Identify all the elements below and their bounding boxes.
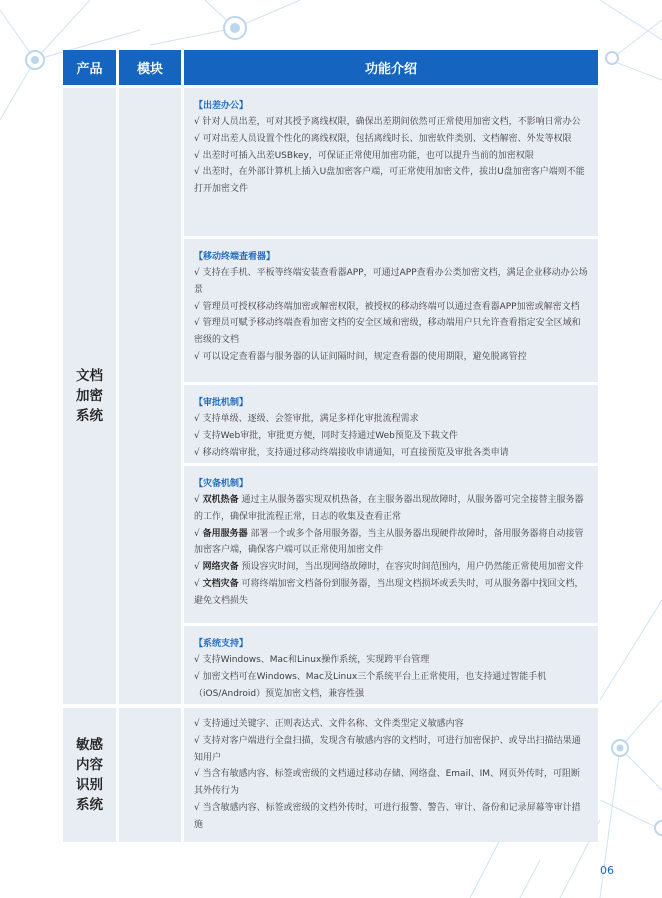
section-approval — [184, 385, 598, 463]
header-product: 产品 — [63, 50, 116, 85]
feature-line: √ 支持在手机、平板等终端安装查看器APP，可通过APP查看办公类加密文档，满足企业移动办公场景 — [194, 268, 588, 295]
product-cell-document-encryption — [63, 88, 116, 704]
section-business-trip — [184, 88, 598, 236]
feature-line: √ 当含敏感内容、标签或密级的文档外传时，可进行报警、警告、审计、备份和记录屏幕等审计措施 — [194, 802, 581, 830]
feature-line: √ 双机热备 通过主从服务器实现双机热备，在主服务器出现故障时，从服务器可完全接替主服务器的工作，确保审批流程正常，日志的收集及查看正常 — [194, 495, 584, 522]
feature-line: √ 可以设定查看器与服务器的认证间隔时间，规定查看器的使用期限，避免脱离管控 — [194, 351, 527, 362]
section-system-support — [184, 626, 598, 704]
module-cell — [119, 88, 181, 704]
feature-text: 预设容灾时间，当出现网络故障时，在容灾时间范围内，用户仍然能正常使用加密文件 — [238, 562, 584, 573]
feature-line: √ 备用服务器 部署一个或多个备用服务器，当主从服务器出现硬件故障时，备用服务器将自动接管加密客户端，确保客户端可以正常使用加密文件 — [194, 528, 584, 556]
feature-line: √ 管理员可授权移动终端加密或解密权限，被授权的移动终端可以通过查看器APP加密或解密文档 — [194, 301, 580, 312]
feature-keyword: 备用服务器 — [202, 528, 248, 539]
feature-line: √ 加密文档可在Windows、Mac及Linux三个系统平台上正常使用，也支持通过智能手机（iOS/Android）预览加密文档，兼容性强 — [194, 671, 547, 699]
section-title: 【系统支持】 — [194, 639, 249, 649]
section-mobile-viewer — [184, 239, 598, 382]
feature-keyword: 网络灾备 — [202, 562, 239, 573]
header-description: 功能介绍 — [184, 50, 598, 85]
section-title: 【灾备机制】 — [194, 479, 249, 489]
feature-line: √ 出差时可插入出差USBkey，可保证正常使用加密功能，也可以提升当前的加密权限 — [194, 150, 534, 161]
section-title: 【出差办公】 — [194, 101, 249, 111]
header-module: 模块 — [119, 50, 181, 85]
feature-line: √ 支持Web审批，审批更方便，同时支持通过Web预览及下载文件 — [194, 430, 458, 441]
product-cell-sensitive-content — [63, 708, 116, 842]
feature-text: 部署一个或多个备用服务器，当主从服务器出现硬件故障时，备用服务器将自动接管加密客户端，确保客户端可以正常使用加密文件 — [194, 528, 584, 556]
feature-line: √ 出差时，在外部计算机上插入U盘加密客户端，可正常使用加密文件，拔出U盘加密客户端则不能打开加密文件 — [194, 167, 585, 195]
feature-line: √ 支持单级、逐级、会签审批，满足多样化审批流程需求 — [194, 414, 419, 424]
feature-line: √ 文档灾备 可将终端加密文档备份到服务器，当出现文档损坏或丢失时，可从服务器中找回文档，避免文档损失 — [194, 578, 584, 606]
product-label: 敏感内容识别系统 — [76, 737, 103, 813]
feature-keyword: 文档灾备 — [202, 578, 239, 589]
feature-line: √ 管理员可赋予移动终端查看加密文档的安全区域和密级，移动端用户只允许查看指定安全区域和密级的文档 — [194, 318, 581, 346]
section-title: 【移动终端查看器】 — [194, 252, 276, 262]
feature-line: √ 支持Windows、Mac和Linux操作系统，实现跨平台管理 — [194, 655, 430, 665]
section-sensitive-content — [184, 708, 598, 842]
feature-line: √ 支持对客户端进行全盘扫描，发现含有敏感内容的文档时，可进行加密保护、或导出扫描结果通知用户 — [194, 735, 581, 763]
section-title: 【审批机制】 — [194, 398, 249, 408]
product-label: 文档加密系统 — [76, 368, 103, 424]
feature-line: √ 针对人员出差，可对其授予离线权限，确保出差期间依然可正常使用加密文档，不影响日常办公 — [194, 117, 581, 127]
section-disaster-recovery — [184, 466, 598, 623]
feature-line: √ 支持通过关键字、正则表达式、文件名称、文件类型定义敏感内容 — [194, 719, 464, 729]
feature-line: √ 当含有敏感内容、标签或密级的文档通过移动存储、网络盘、Email、IM、网页外传时，可阻断其外传行为 — [194, 769, 580, 797]
feature-text: 可将终端加密文档备份到服务器，当出现文档损坏或丢失时，可从服务器中找回文档，避免文档损失 — [194, 578, 584, 606]
module-cell — [119, 708, 181, 842]
feature-keyword: 双机热备 — [202, 495, 239, 505]
feature-line: √ 网络灾备 预设容灾时间，当出现网络故障时，在容灾时间范围内，用户仍然能正常使用加密文件 — [194, 562, 584, 573]
feature-line: √ 可对出差人员设置个性化的离线权限，包括离线时长、加密软件类别、文档解密、外发等权限 — [194, 133, 572, 144]
feature-line: √ 移动终端审批，支持通过移动终端接收申请通知，可直接预览及审批各类申请 — [194, 447, 509, 458]
feature-text: 通过主从服务器实现双机热备，在主服务器出现故障时，从服务器可完全接替主服务器的工作，确保审批流程正常，日志的收集及查看正常 — [194, 495, 584, 522]
page-number: 06 — [600, 864, 614, 877]
